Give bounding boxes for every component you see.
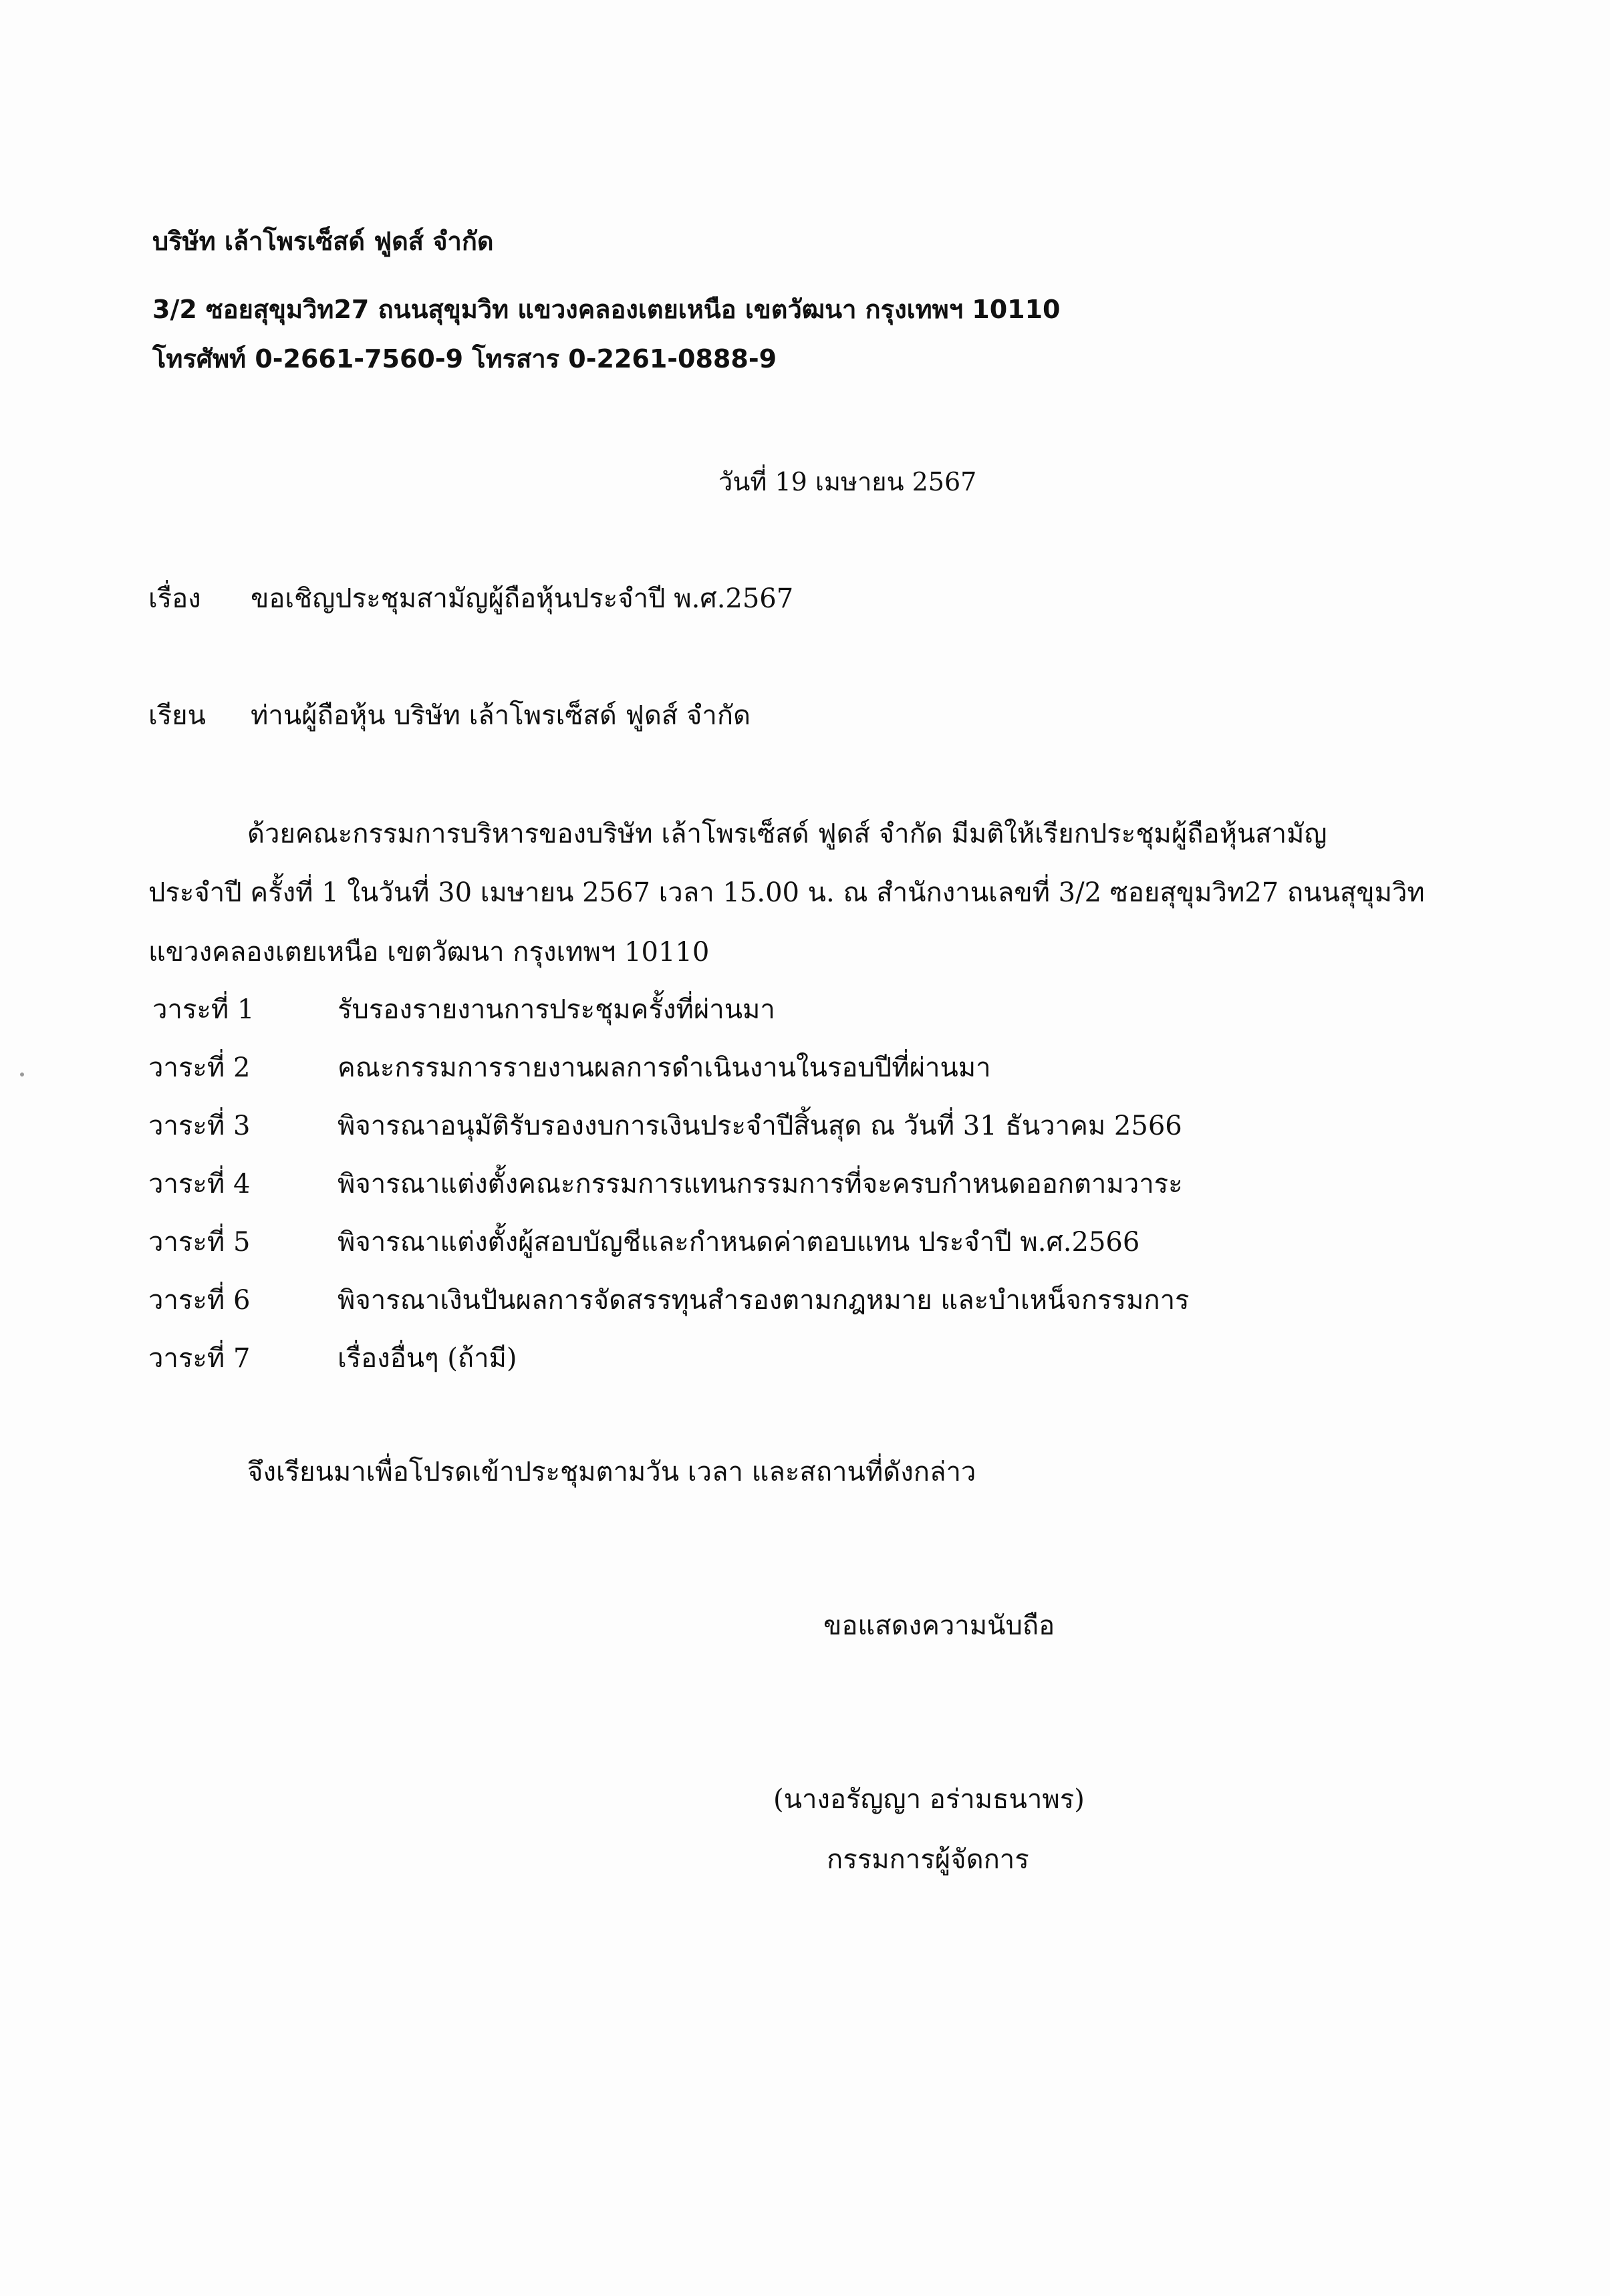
- closing-line: จึงเรียนมาเพื่อโปรดเข้าประชุมตามวัน เวลา และสถานที่ดังกล่าว: [247, 1457, 976, 1487]
- agenda-item: [0, 1104, 1610, 1151]
- agenda-item: [0, 1278, 1610, 1325]
- letter-date: วันที่ 19 เมษายน 2567: [718, 467, 977, 496]
- company-address: 3/2 ซอยสุขุมวิท27 ถนนสุขุมวิท แขวงคลองเตยเหนือ เขตวัฒนา กรุงเทพฯ 10110: [152, 295, 1061, 324]
- agenda-item: [0, 1162, 1610, 1209]
- regards-line: ขอแสดงความนับถือ: [823, 1610, 1055, 1641]
- subject-text: ขอเชิญประชุมสามัญผู้ถือหุ้นประจำปี พ.ศ.2567: [251, 583, 794, 614]
- agenda-text: เรื่องอื่นๆ (ถ้ามี): [338, 1343, 517, 1374]
- agenda-text: พิจารณาอนุมัติรับรองงบการเงินประจำปีสิ้นสุด ณ วันที่ 31 ธันวาคม 2566: [338, 1111, 1182, 1141]
- scan-speck: [20, 1072, 24, 1077]
- agenda-item: [0, 1046, 1610, 1093]
- agenda-text: คณะกรรมการรายงานผลการดำเนินงานในรอบปีที่ผ่านมา: [338, 1052, 991, 1083]
- recipient-label: เรียน: [148, 700, 206, 731]
- recipient-text: ท่านผู้ถือหุ้น บริษัท เล้าโพรเซ็สด์ ฟูดส์ จำกัด: [251, 700, 751, 731]
- agenda-number: วาระที่ 5: [148, 1227, 251, 1258]
- body-line-1: ด้วยคณะกรรมการบริหารของบริษัท เล้าโพรเซ็สด์ ฟูดส์ จำกัด มีมติให้เรียกประชุมผู้ถือหุ้นสามัญ: [247, 819, 1327, 849]
- agenda-number: วาระที่ 2: [148, 1052, 251, 1083]
- agenda-text: พิจารณาเงินปันผลการจัดสรรทุนสำรองตามกฎหมาย และบำเหน็จกรรมการ: [338, 1285, 1190, 1316]
- body-line-2: ประจำปี ครั้งที่ 1 ในวันที่ 30 เมษายน 2567 เวลา 15.00 น. ณ สำนักงานเลขที่ 3/2 ซอยสุขุมวิท27 ถนนสุขุมวิท: [148, 877, 1425, 908]
- agenda-text: พิจารณาแต่งตั้งคณะกรรมการแทนกรรมการที่จะครบกำหนดออกตามวาระ: [338, 1169, 1183, 1199]
- agenda-number: วาระที่ 1: [152, 994, 255, 1025]
- agenda-item: [0, 1336, 1610, 1383]
- agenda-number: วาระที่ 3: [148, 1111, 251, 1141]
- agenda-number: วาระที่ 7: [148, 1343, 251, 1374]
- agenda-item: [0, 988, 1610, 1034]
- agenda-text: รับรองรายงานการประชุมครั้งที่ผ่านมา: [338, 994, 775, 1025]
- subject-label: เรื่อง: [148, 583, 201, 614]
- agenda-text: พิจารณาแต่งตั้งผู้สอบบัญชีและกำหนดค่าตอบแทน ประจำปี พ.ศ.2566: [338, 1227, 1140, 1258]
- agenda-item: [0, 1220, 1610, 1267]
- company-contact: โทรศัพท์ 0-2661-7560-9 โทรสาร 0-2261-0888-9: [152, 344, 777, 374]
- agenda-number: วาระที่ 4: [148, 1169, 251, 1199]
- signer-position: กรรมการผู้จัดการ: [827, 1844, 1029, 1875]
- agenda-number: วาระที่ 6: [148, 1285, 251, 1316]
- signer-name: (นางอรัญญา อร่ามธนาพร): [773, 1784, 1085, 1815]
- company-name: บริษัท เล้าโพรเซ็สด์ ฟูดส์ จำกัด: [152, 227, 494, 256]
- body-line-3: แขวงคลองเตยเหนือ เขตวัฒนา กรุงเทพฯ 10110: [148, 937, 710, 968]
